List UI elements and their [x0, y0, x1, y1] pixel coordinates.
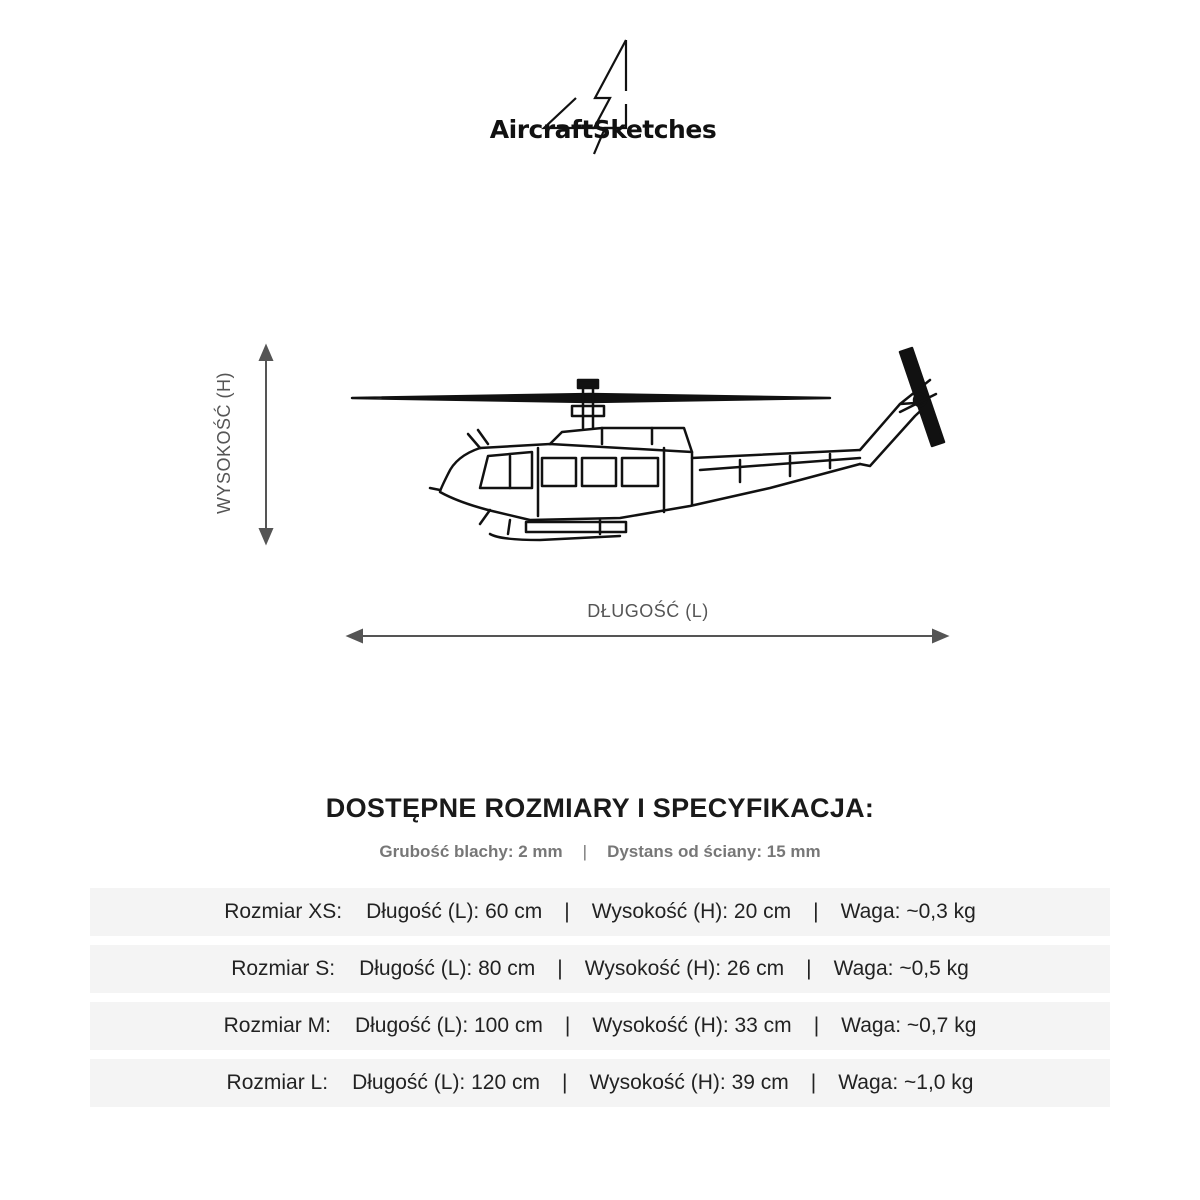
- size-length: Długość (L): 80 cm: [359, 957, 536, 980]
- separator: |: [813, 900, 819, 923]
- separator: |: [806, 957, 812, 980]
- wall-distance: Dystans od ściany: 15 mm: [607, 842, 821, 861]
- separator: |: [813, 1014, 820, 1037]
- size-name: Rozmiar S:: [231, 957, 336, 980]
- separator: |: [557, 957, 563, 980]
- size-weight: Waga: ~0,3 kg: [840, 900, 976, 923]
- size-height: Wysokość (H): 33 cm: [592, 1014, 792, 1037]
- size-weight: Waga: ~0,7 kg: [841, 1014, 977, 1037]
- height-label: WYSOKOŚĆ (H): [214, 372, 234, 515]
- separator: |: [810, 1071, 817, 1094]
- specs-subtitle: [0, 842, 1200, 862]
- separator: |: [564, 900, 570, 923]
- separator: |: [582, 842, 588, 861]
- specs-title: DOSTĘPNE ROZMIARY I SPECYFIKACJA:: [325, 793, 875, 823]
- separator: |: [564, 1014, 571, 1037]
- size-height: Wysokość (H): 39 cm: [589, 1071, 789, 1094]
- size-weight: Waga: ~1,0 kg: [838, 1071, 974, 1094]
- size-name: Rozmiar M:: [223, 1014, 331, 1037]
- size-length: Długość (L): 60 cm: [366, 900, 543, 923]
- size-row-m: [90, 1002, 1110, 1050]
- size-height: Wysokość (H): 26 cm: [584, 957, 785, 980]
- size-name: Rozmiar XS:: [224, 900, 343, 923]
- helicopter-silhouette-icon: [340, 340, 960, 560]
- sheet-thickness: Grubość blachy: 2 mm: [379, 842, 563, 861]
- length-label: DŁUGOŚĆ (L): [587, 601, 709, 621]
- size-row-s: [90, 945, 1110, 993]
- size-row-l: [90, 1059, 1110, 1107]
- size-length: Długość (L): 120 cm: [352, 1071, 540, 1094]
- size-height: Wysokość (H): 20 cm: [591, 900, 792, 923]
- size-row-xs: [90, 888, 1110, 936]
- separator: |: [561, 1071, 568, 1094]
- brand-name: AircraftSketches: [489, 115, 717, 144]
- size-weight: Waga: ~0,5 kg: [833, 957, 969, 980]
- size-length: Długość (L): 100 cm: [354, 1014, 543, 1037]
- size-name: Rozmiar L:: [226, 1071, 329, 1094]
